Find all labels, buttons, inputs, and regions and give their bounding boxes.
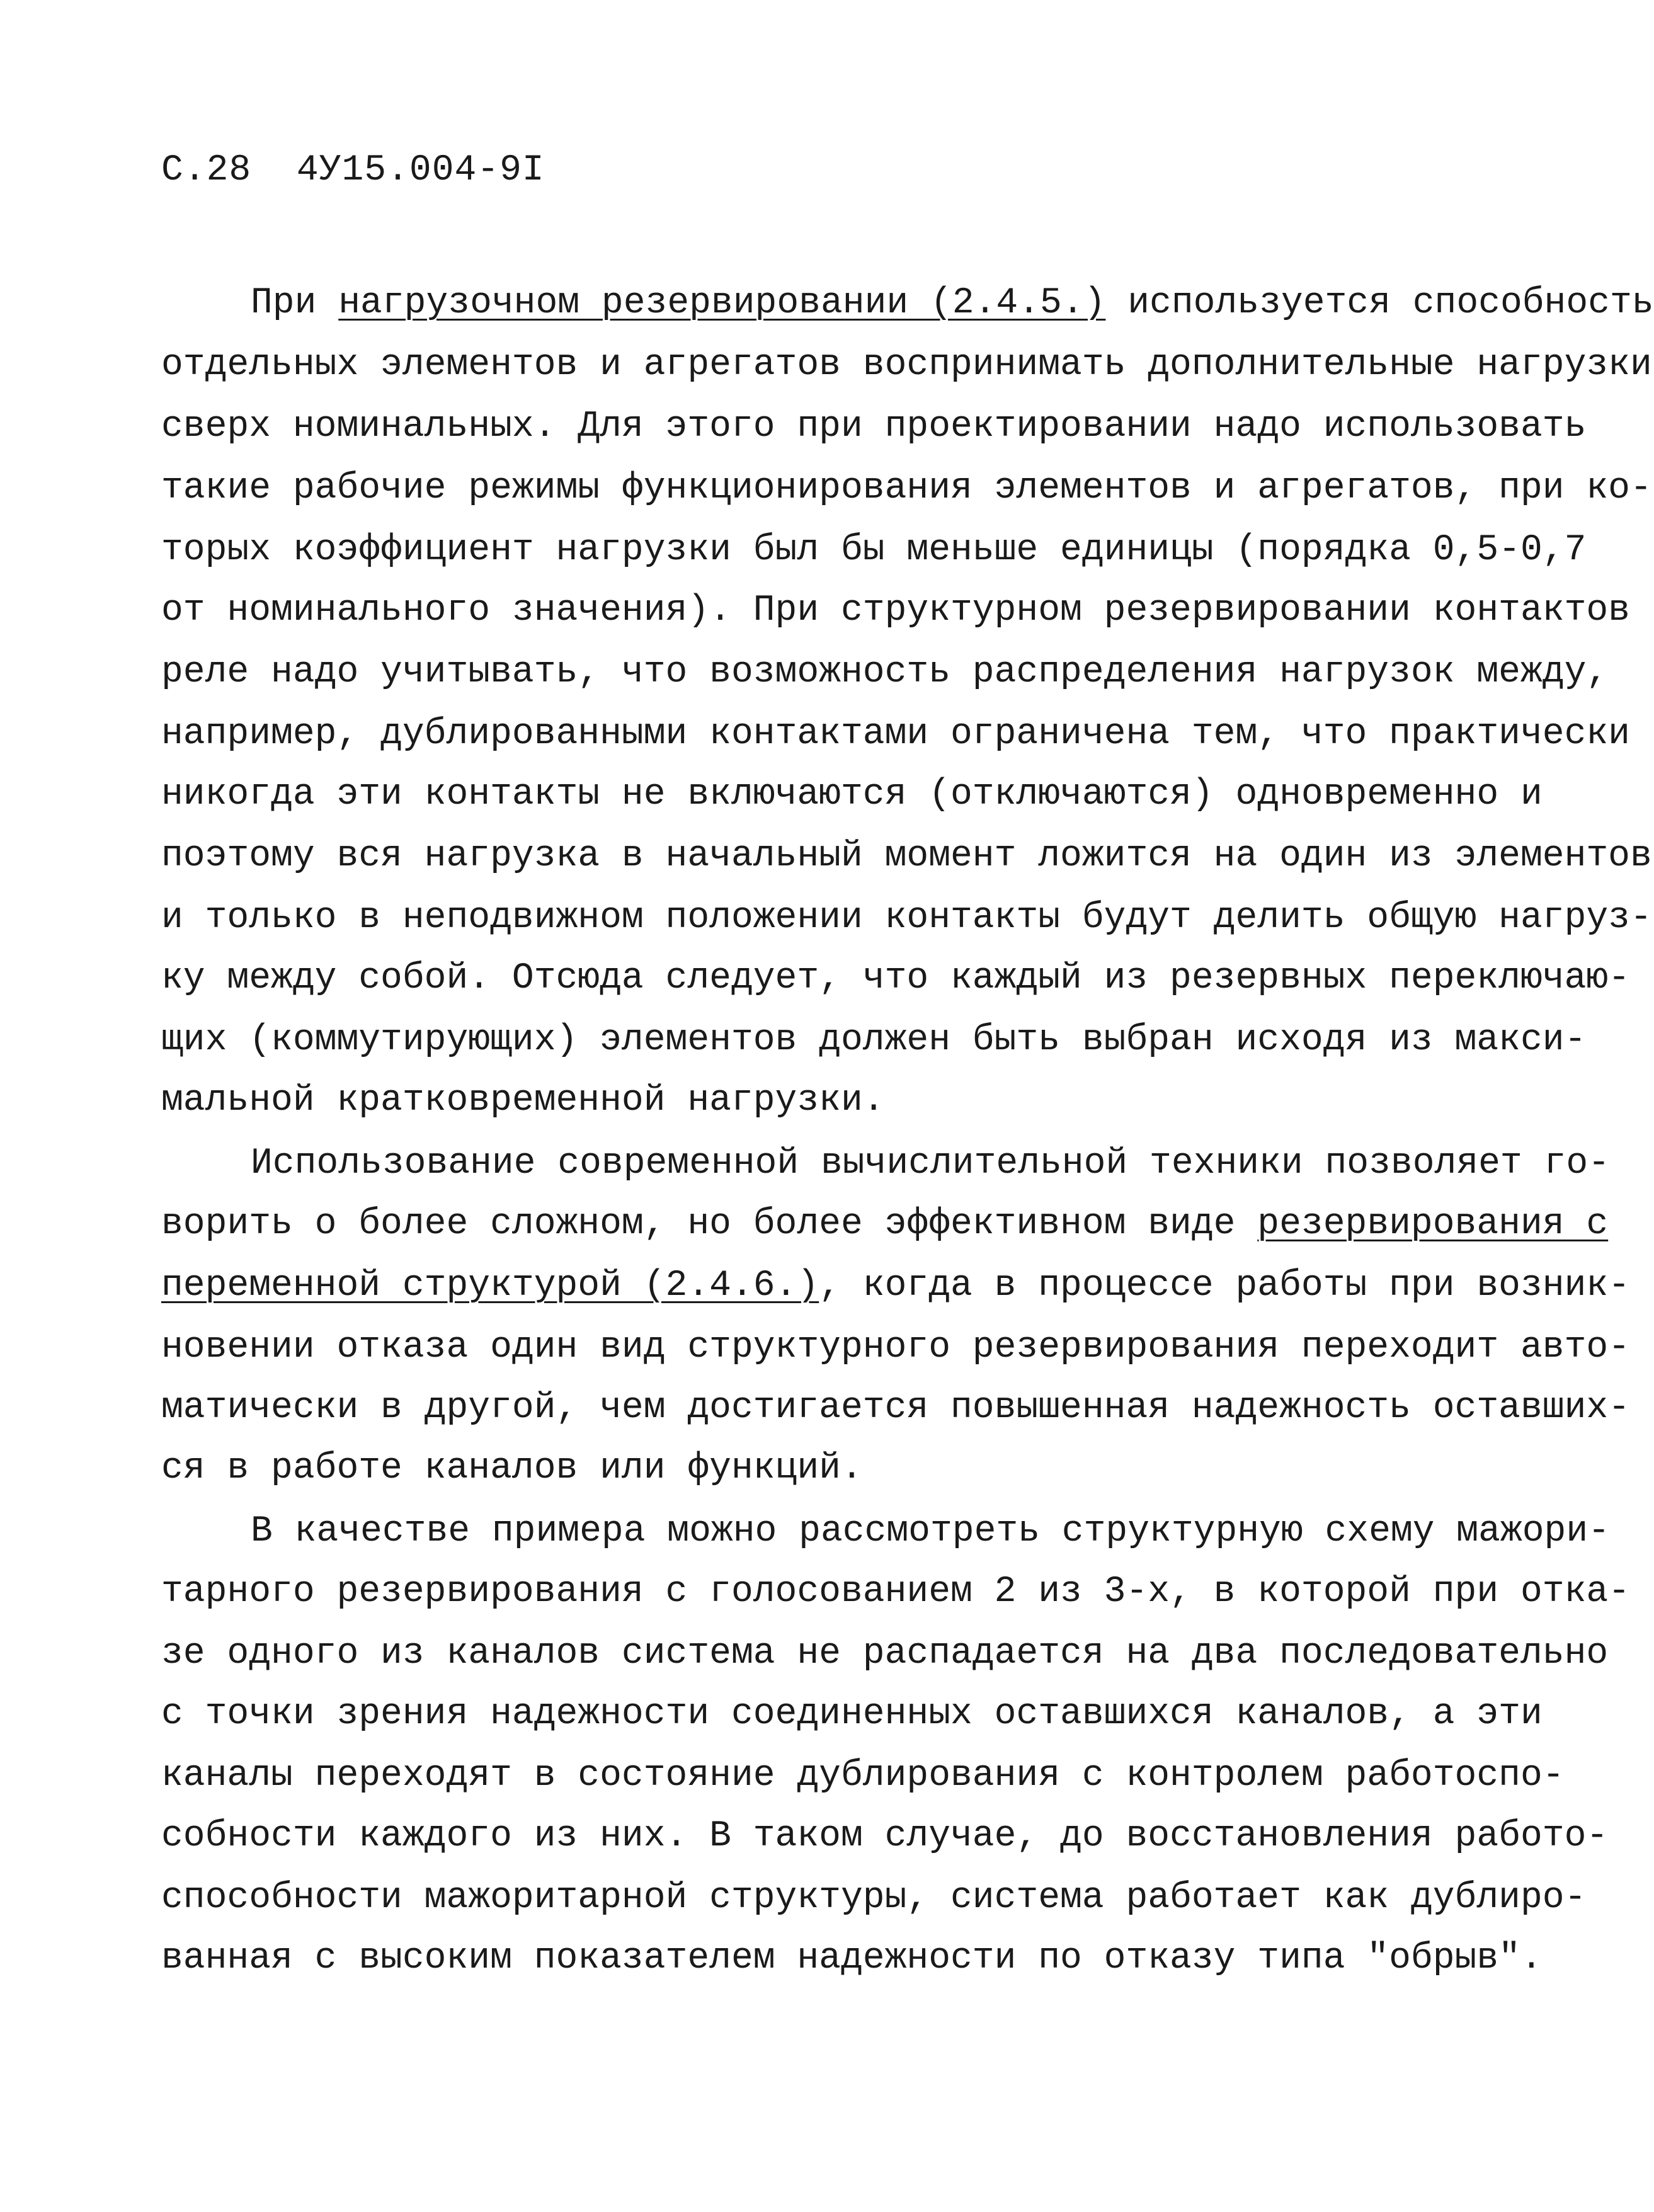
text-run: При	[251, 283, 339, 324]
text-line	[161, 1450, 863, 1488]
text-run: ванная с высоким показателем надежности по отказу типа "обрыв".	[161, 1938, 1543, 1979]
text-line	[161, 1696, 1543, 1733]
text-run: и только в неподвижном положении контакты будут делить общую нагруз-	[161, 898, 1652, 938]
text-line	[161, 1022, 1586, 1059]
text-line	[161, 532, 1586, 569]
text-line	[161, 654, 1608, 692]
text-line	[251, 1145, 1610, 1183]
text-run: такие рабочие режимы функционирования элементов и агрегатов, при ко-	[161, 468, 1652, 509]
text-run: от номинального значения). При структурном резервировании контактов	[161, 590, 1630, 631]
text-run: например, дублированными контактами ограничена тем, что практически	[161, 714, 1630, 755]
text-line	[161, 1757, 1565, 1795]
text-run: отдельных элементов и агрегатов воспринимать дополнительные нагрузки	[161, 345, 1652, 385]
text-line	[161, 470, 1652, 508]
text-line	[161, 1635, 1608, 1673]
text-run: поэтому вся нагрузка в начальный момент ложится на один из элементов	[161, 836, 1652, 877]
underlined-term: переменной структурой (2.4.6.)	[161, 1265, 819, 1306]
text-run: с точки зрения надежности соединенных оставшихся каналов, а эти	[161, 1694, 1543, 1735]
text-line	[161, 1329, 1630, 1367]
text-line	[161, 1267, 1630, 1305]
text-run: , когда в процессе работы при возник-	[819, 1265, 1630, 1306]
document-code: 4У15.004-9I	[296, 150, 545, 191]
text-line	[251, 1513, 1610, 1551]
text-run: используется способность	[1105, 283, 1654, 324]
text-run: сверх номинальных. Для этого при проектировании надо использовать	[161, 406, 1587, 447]
text-run: мальной кратковременной нагрузки.	[161, 1080, 885, 1121]
text-line	[161, 408, 1586, 446]
text-run: ку между собой. Отсюда следует, что каждый из резервных переключаю-	[161, 958, 1630, 999]
text-run: матически в другой, чем достигается повышенная надежность оставших-	[161, 1388, 1630, 1428]
text-run: В качестве примера можно рассмотреть структурную схему мажори-	[251, 1511, 1610, 1552]
text-line	[161, 715, 1630, 753]
text-line	[161, 960, 1630, 998]
text-line	[161, 592, 1630, 630]
text-run: каналы переходят в состояние дублирования с контролем работоспо-	[161, 1755, 1565, 1796]
text-line	[161, 899, 1652, 937]
text-run: никогда эти контакты не включаются (отключаются) одновременно и	[161, 774, 1543, 815]
text-line	[161, 838, 1652, 875]
text-line	[161, 1573, 1630, 1611]
page-number: С.28	[161, 150, 252, 191]
underlined-term: резервирования с	[1257, 1204, 1609, 1245]
underlined-term: нагрузочном резервировании (2.4.5.)	[338, 283, 1106, 324]
text-line	[161, 1082, 885, 1120]
text-run: тарного резервирования с голосованием 2 из 3-х, в которой при отка-	[161, 1571, 1630, 1612]
text-line	[161, 1389, 1630, 1427]
text-run: ся в работе каналов или функций.	[161, 1448, 863, 1489]
text-line	[161, 1818, 1608, 1856]
text-line	[161, 1940, 1543, 1978]
text-run: реле надо учитывать, что возможность распределения нагрузок между,	[161, 652, 1609, 693]
text-run: новении отказа один вид структурного резервирования переходит авто-	[161, 1327, 1630, 1368]
text-line	[251, 285, 1654, 322]
text-run: щих (коммутирующих) элементов должен быть выбран исходя из макси-	[161, 1020, 1587, 1061]
text-line	[161, 776, 1543, 814]
text-run: ворить о более сложном, но более эффективном виде	[161, 1204, 1258, 1245]
text-run: зе одного из каналов система не распадается на два последовательно	[161, 1633, 1609, 1674]
page-header	[161, 150, 545, 191]
text-run: Использование современной вычислительной техники позволяет го-	[251, 1143, 1610, 1184]
text-run: собности каждого из них. В таком случае, до восстановления работо-	[161, 1816, 1609, 1857]
text-line	[161, 1206, 1608, 1243]
text-run: торых коэффициент нагрузки был бы меньше единицы (порядка 0,5-0,7	[161, 530, 1587, 571]
text-line	[161, 346, 1652, 384]
text-run: способности мажоритарной структуры, система работает как дублиро-	[161, 1878, 1587, 1918]
text-line	[161, 1879, 1586, 1917]
